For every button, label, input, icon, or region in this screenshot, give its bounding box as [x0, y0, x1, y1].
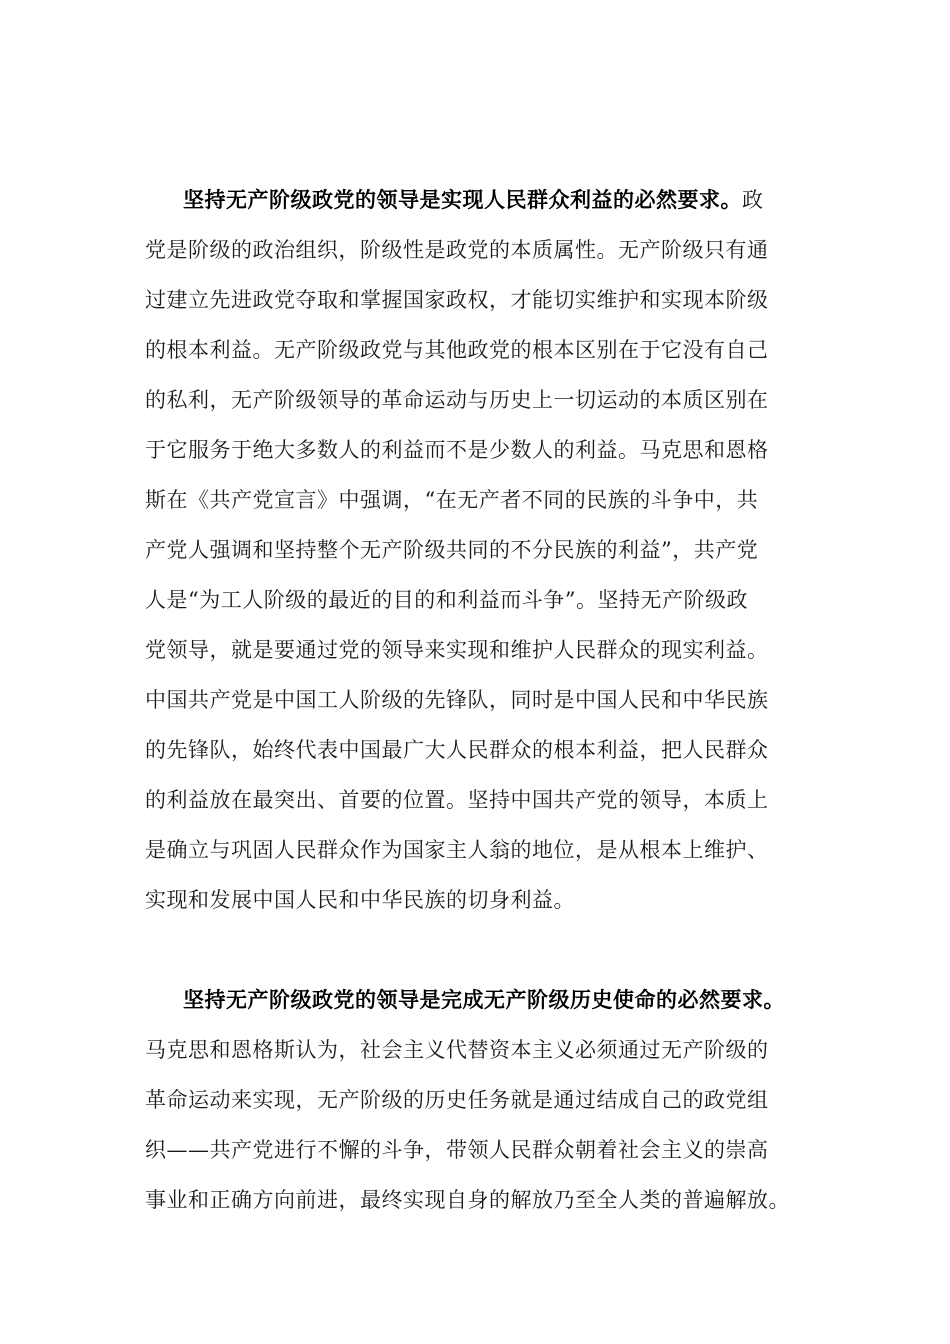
paragraph-2-line-4: 织——共产党进行不懈的斗争，带领人民群众朝着社会主义的崇高: [145, 1138, 769, 1162]
paragraph-2-line-2: 马克思和恩格斯认为，社会主义代替资本主义必须通过无产阶级的: [145, 1038, 769, 1062]
paragraph-1-line-1: [183, 184, 764, 216]
paragraph-2-line-3: 革命运动来实现，无产阶级的历史任务就是通过结成自己的政党组: [145, 1088, 769, 1112]
paragraph-1-heading: 坚持无产阶级政党的领导是实现人民群众利益的必然要求。: [183, 187, 742, 212]
paragraph-1-line-3: 过建立先进政党夺取和掌握国家政权，才能切实维护和实现本阶级: [145, 288, 769, 312]
paragraph-1-line-14: 是确立与巩固人民群众作为国家主人翁的地位，是从根本上维护、: [145, 838, 769, 862]
paragraph-1-line-6: 于它服务于绝大多数人的利益而不是少数人的利益。马克思和恩格: [145, 438, 769, 462]
paragraph-1-line-12: 的先锋队，始终代表中国最广大人民群众的根本利益，把人民群众: [145, 738, 769, 762]
paragraph-1-line-15: 实现和发展中国人民和中华民族的切身利益。: [145, 888, 575, 912]
paragraph-1-line-10: 党领导，就是要通过党的领导来实现和维护人民群众的现实利益。: [145, 638, 769, 662]
paragraph-2-line-1: [183, 984, 785, 1016]
paragraph-1-line-11: 中国共产党是中国工人阶级的先锋队，同时是中国人民和中华民族: [145, 688, 769, 712]
paragraph-2-heading: 坚持无产阶级政党的领导是完成无产阶级历史使命的必然要求。: [183, 987, 785, 1012]
paragraph-1-line-13: 的利益放在最突出、首要的位置。坚持中国共产党的领导，本质上: [145, 788, 769, 812]
paragraph-1-line-9: 人是“为工人阶级的最近的目的和利益而斗争”。坚持无产阶级政: [145, 588, 748, 612]
paragraph-1-line-8: 产党人强调和坚持整个无产阶级共同的不分民族的利益”，共产党: [145, 538, 759, 562]
paragraph-1-line-1-text: 政: [742, 188, 764, 212]
paragraph-2-line-5: 事业和正确方向前进，最终实现自身的解放乃至全人类的普遍解放。: [145, 1188, 790, 1212]
paragraph-1-line-2: 党是阶级的政治组织，阶级性是政党的本质属性。无产阶级只有通: [145, 238, 769, 262]
paragraph-1-line-7: 斯在《共产党宣言》中强调，“在无产者不同的民族的斗争中，共: [145, 488, 759, 512]
paragraph-1-line-4: 的根本利益。无产阶级政党与其他政党的根本区别在于它没有自己: [145, 338, 769, 362]
paragraph-1-line-5: 的私利，无产阶级领导的革命运动与历史上一切运动的本质区别在: [145, 388, 769, 412]
